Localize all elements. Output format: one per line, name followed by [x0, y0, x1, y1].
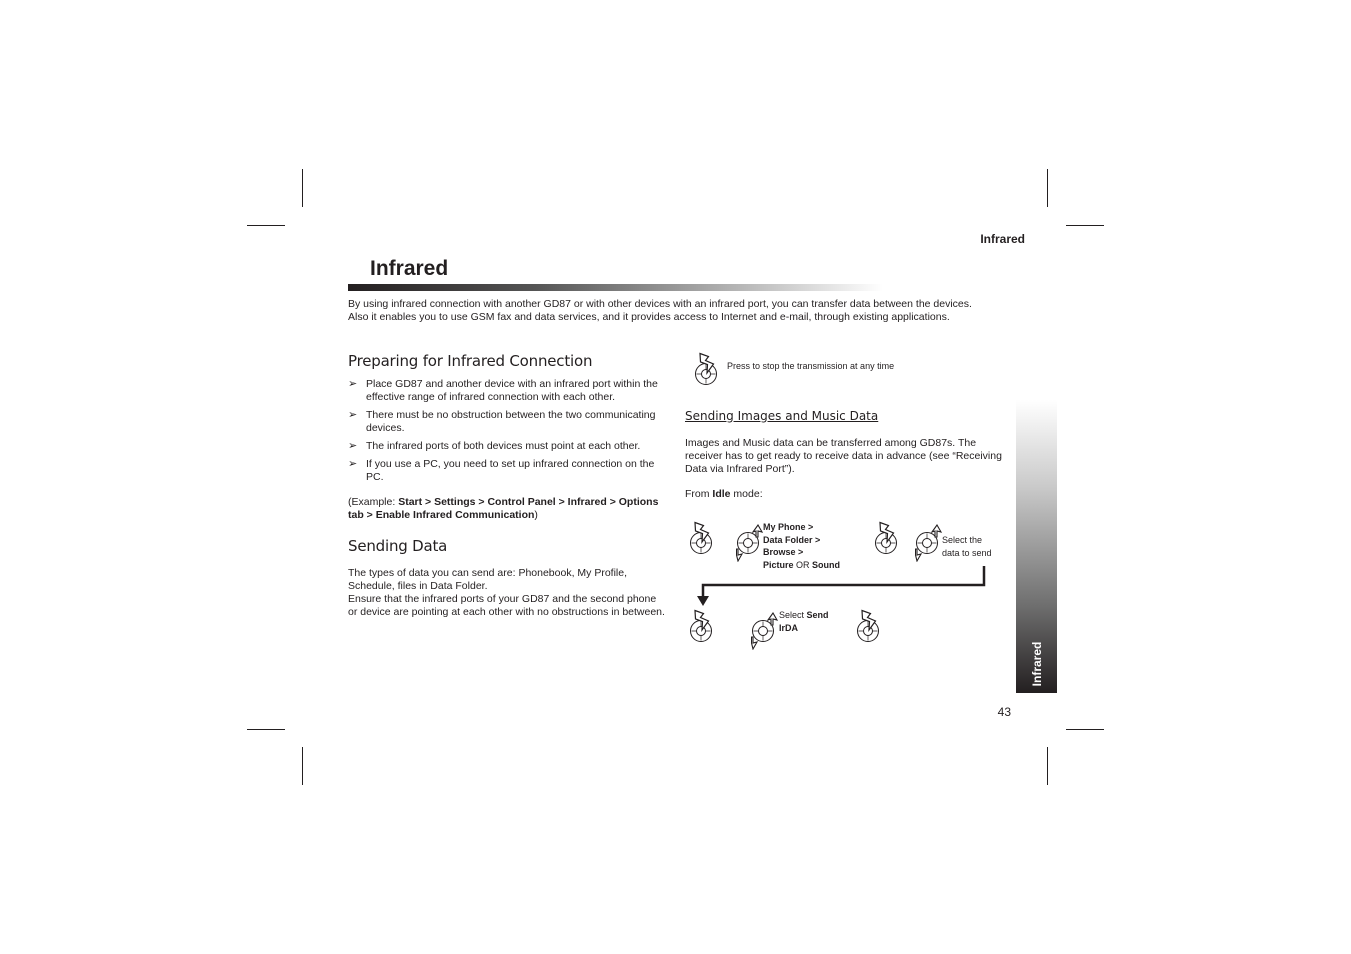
from-idle-mode: From Idle mode:	[685, 488, 763, 500]
sending-paragraph: The types of data you can send are: Phonebook, My Profile, Schedule, files in Data Folder. Ensure that the infrared ports of your GD87 and the second phone or device are pointing at each other with no obstructions in between.	[348, 567, 665, 618]
example-path: (Example: Start > Settings > Control Panel > Infrared > Options tab > Enable Infrared Communication)	[348, 496, 659, 521]
list-item: ➢ The infrared ports of both devices must point at each other.	[348, 440, 641, 452]
right-arrow-bullet-icon: ➢	[348, 378, 358, 390]
side-tab-label: Infrared	[1029, 641, 1044, 687]
page-number: 43	[997, 705, 1011, 719]
flow-step-select-send: Select Send IrDA	[779, 610, 829, 633]
navigation-key-scroll-icon	[736, 524, 764, 562]
flow-step-select-data: Select the data to send	[942, 535, 992, 558]
crop-mark	[1047, 747, 1048, 785]
preparing-bullets	[348, 378, 668, 489]
list-item: ➢ If you use a PC, you need to set up infrared connection on the PC.	[348, 458, 655, 483]
crop-mark	[302, 747, 303, 785]
list-item: ➢ Place GD87 and another device with an infrared port within the effective range of infrared connection with each other.	[348, 378, 658, 403]
right-arrow-bullet-icon: ➢	[348, 458, 358, 470]
navigation-key-press-icon	[874, 521, 902, 557]
title-gradient-bar	[348, 284, 883, 291]
images-music-paragraph: Images and Music data can be transferred among GD87s. The receiver has to get ready to receive data in advance (see “Receiving Data via Infrared Port”).	[685, 437, 1002, 475]
crop-mark	[247, 729, 285, 730]
navigation-key-press-icon	[694, 352, 722, 388]
navigation-key-press-icon	[856, 609, 884, 645]
list-item: ➢ There must be no obstruction between the two communicating devices.	[348, 409, 656, 434]
crop-mark	[302, 169, 303, 207]
navigation-key-press-icon	[689, 609, 717, 645]
stop-transmission-note: Press to stop the transmission at any time	[727, 361, 895, 371]
right-arrow-bullet-icon: ➢	[348, 440, 358, 452]
sending-heading: Sending Data	[348, 537, 448, 555]
right-arrow-bullet-icon: ➢	[348, 409, 358, 421]
crop-mark	[247, 225, 285, 226]
chapter-side-tab	[1016, 400, 1057, 693]
flow-step-menu-path: My Phone > Data Folder > Browse > Picture OR Sound	[763, 522, 841, 570]
crop-mark	[1066, 729, 1104, 730]
crop-mark	[1047, 169, 1048, 207]
running-header: Infrared	[980, 232, 1025, 246]
navigation-key-press-icon	[689, 521, 717, 557]
flow-connector-arrow-icon	[694, 565, 990, 609]
navigation-key-scroll-icon	[751, 612, 779, 650]
intro-paragraph: By using infrared connection with another GD87 or with other devices with an infrared port, you can transfer data between the devices. Also it enables you to use GSM fax and data services, and it provides access to Internet and e-mail, through existing applications.	[348, 298, 972, 323]
crop-mark	[1066, 225, 1104, 226]
page-title: Infrared	[370, 257, 449, 280]
navigation-key-scroll-icon	[915, 524, 943, 562]
preparing-heading: Preparing for Infrared Connection	[348, 352, 593, 370]
images-music-heading: Sending Images and Music Data	[685, 409, 879, 423]
